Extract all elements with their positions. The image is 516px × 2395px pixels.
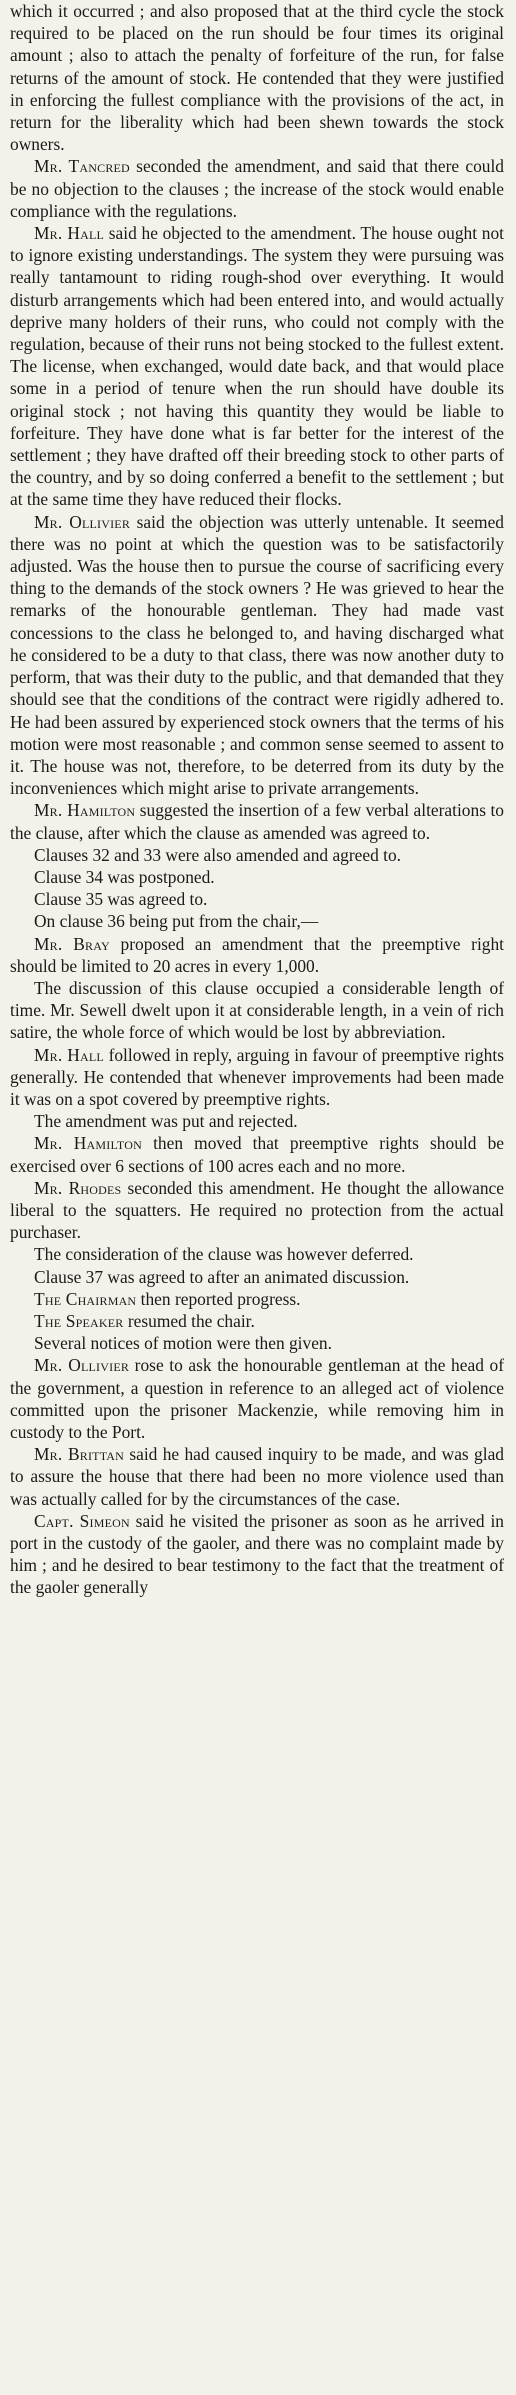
paragraph [10, 910, 504, 932]
paragraph [10, 866, 504, 888]
speaker-name: The Chairman [34, 1288, 137, 1309]
paragraph [10, 977, 504, 1044]
paragraph-text: then reported progress. [136, 1288, 301, 1309]
paragraph-text: The discussion of this clause occupied a considerable length of time. Mr. Sewell dwelt upon it at considerable length, in a vein of rich satire, the whole force of which would be lost by abbreviation. [10, 977, 504, 1043]
paragraph [10, 933, 504, 977]
paragraph [10, 844, 504, 866]
paragraph-text: said he objected to the amendment. The house ought not to ignore existing understandings. The system they were pursuing was really tantamount to riding rough-shod over everything. It would disturb arrangements which had been entered into, and would actually deprive many holders of their runs, who could not comply with the regulation, because of their runs not being stocked to the fullest extent. The license, when exchanged, would date back, and that would place some in a period of tenure when the run should have double its original stock ; not having this quantity they would be liable to forfeiture. They have done what is far better for the interest of the settlement ; they have drafted off their breeding stock to other parts of the country, and by so doing conferred a benefit to the settlement ; but at the same time they have reduced their flocks. [10, 223, 504, 510]
paragraph [10, 1132, 504, 1176]
paragraph [10, 1510, 504, 1599]
paragraph-text: seconded this amendment. He thought the allowance liberal to the squatters. He required no protection from the actual purchaser. [10, 1177, 504, 1243]
paragraph-text: resumed the chair. [123, 1310, 255, 1331]
paragraph [10, 1243, 504, 1265]
paragraph-text: proposed an amendment that the preemptive right should be limited to 20 acres in every 1,000. [10, 933, 504, 976]
speaker-name: Mr. Hamilton [34, 800, 136, 821]
speaker-name: Mr. Ollivier [34, 511, 131, 532]
paragraph [10, 1110, 504, 1132]
paragraph-text: which it occurred ; and also proposed that at the third cycle the stock required to be placed on the run should be four times its original amount ; also to attach the penalty of forfeiture of the run, for false returns of the amount of stock. He contended that they were justified in enforcing the fullest compliance with the provisions of the act, in return for the liberality which had been shewn towards the stock owners. [10, 1, 504, 155]
speaker-name: Capt. Simeon [34, 1510, 130, 1531]
paragraph-text: Clauses 32 and 33 were also amended and agreed to. [34, 844, 402, 865]
paragraph [10, 1266, 504, 1288]
paragraph-text: Clause 37 was agreed to after an animated discussion. [34, 1266, 410, 1287]
paragraph-text: On clause 36 being put from the chair,— [34, 911, 319, 932]
speaker-name: Mr. Brittan [34, 1444, 124, 1465]
speaker-name: Mr. Rhodes [34, 1177, 122, 1198]
paragraph-text: said he had caused inquiry to be made, and was glad to assure the house that there had been no more violence used than was actually called for by the circumstances of the case. [10, 1444, 504, 1509]
paragraph-text: Clause 34 was postponed. [34, 866, 215, 887]
paragraph [10, 155, 504, 222]
paragraph [10, 1310, 504, 1332]
paragraph-text: The amendment was put and rejected. [34, 1111, 298, 1132]
paragraph-text: Several notices of motion were then given. [34, 1333, 332, 1354]
speaker-name: Mr. Hall [34, 1044, 104, 1065]
paragraph [10, 1354, 504, 1443]
paragraph [10, 0, 504, 155]
paragraph [10, 1288, 504, 1310]
speaker-name: Mr. Tancred [34, 156, 130, 177]
paragraph [10, 1332, 504, 1354]
speaker-name: The Speaker [34, 1310, 124, 1331]
paragraph-text: Clause 35 was agreed to. [34, 889, 208, 910]
speaker-name: Mr. Hall [34, 223, 105, 244]
speaker-name: Mr. Hamilton [34, 1133, 142, 1154]
paragraph [10, 1177, 504, 1244]
paragraph-text: said he visited the prisoner as soon as he arrived in port in the custody of the gaoler, and there was no complaint made by him ; and he desired to bear testimony to the fact that the treatment of the gaoler generally [10, 1510, 504, 1598]
paragraph-text: said the objection was utterly untenable. It seemed there was no point at which the question was to be satisfactorily adjusted. Was the house then to pursue the course of sacrificing every thing to the demands of the stock owners ? He was grieved to hear the remarks of the honourable gentleman. They had made vast concessions to the class he belonged to, and having discharged what he considered to be a duty to that class, there was now another duty to perform, that was their duty to the public, and that demanded that they should see that the conditions of the contract were rigidly adhered to. He had been assured by experienced stock owners that the terms of his motion were most reasonable ; and common sense seemed to assent to it. The house was not, therefore, to be deterred from its duty by the inconveniences which might arise to private arrangements. [10, 511, 504, 799]
paragraph-text: seconded the amendment, and said that there could be no objection to the clauses ; the increase of the stock would enable compliance with the regulations. [10, 156, 504, 221]
paragraph [10, 799, 504, 843]
speaker-name: Mr. Bray [34, 933, 110, 954]
paragraph-text: The consideration of the clause was however deferred. [34, 1244, 414, 1265]
speaker-name: Mr. Ollivier [34, 1355, 130, 1376]
paragraph-text: followed in reply, arguing in favour of preemptive rights generally. He contended that whenever improvements had been made it was on a spot covered by preemptive rights. [10, 1044, 504, 1109]
paragraph [10, 1443, 504, 1510]
paragraph-text: suggested the insertion of a few verbal alterations to the clause, after which the clause as amended was agreed to. [10, 800, 504, 843]
paragraph [10, 1044, 504, 1111]
paragraph [10, 222, 504, 511]
paragraph-text: then moved that preemptive rights should be exercised over 6 sections of 100 acres each and no more. [10, 1133, 504, 1176]
paragraph-text: rose to ask the honourable gentleman at the head of the government, a question in reference to an alleged act of violence committed upon the prisoner Mackenzie, while removing him in custody to the Port. [10, 1355, 504, 1442]
paragraph [10, 511, 504, 800]
paragraph [10, 888, 504, 910]
